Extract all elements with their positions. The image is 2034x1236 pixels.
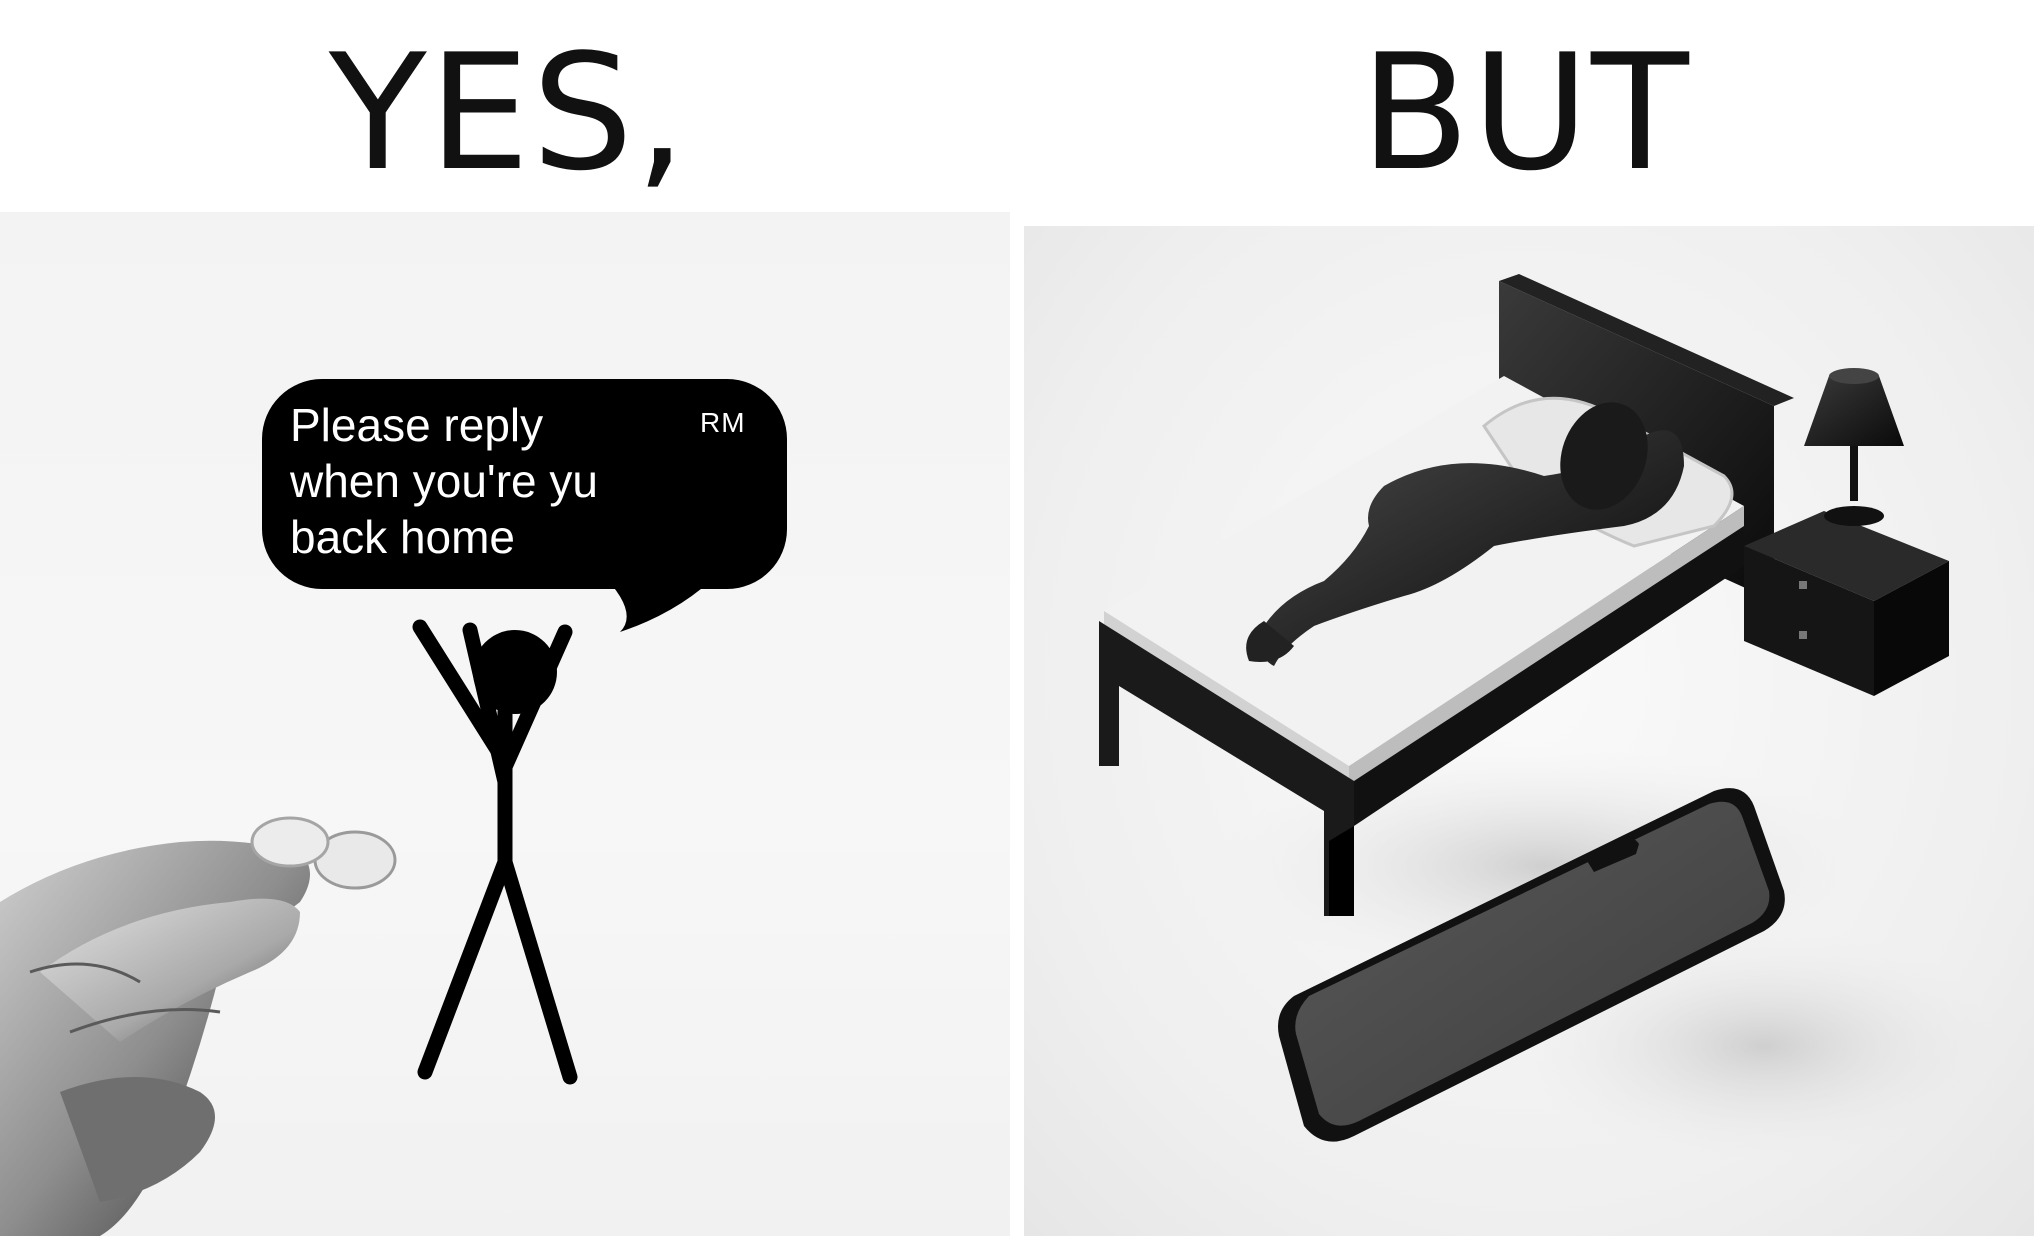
panel-right-illustration [1024,226,2034,1236]
message-text: Please reply when you're yu back home [290,399,598,563]
panel-right [1024,226,2034,1236]
caption-yes: YES, [328,19,689,206]
stick-figure [420,627,570,1077]
panel-left-illustration [0,212,1010,1236]
sender-initials: RM [700,407,746,438]
caption-but: BUT [1360,19,1691,206]
nightstand [1744,511,1949,696]
panel-left [0,212,1010,1236]
lamp [1804,368,1904,526]
hand-illustration [0,818,395,1236]
